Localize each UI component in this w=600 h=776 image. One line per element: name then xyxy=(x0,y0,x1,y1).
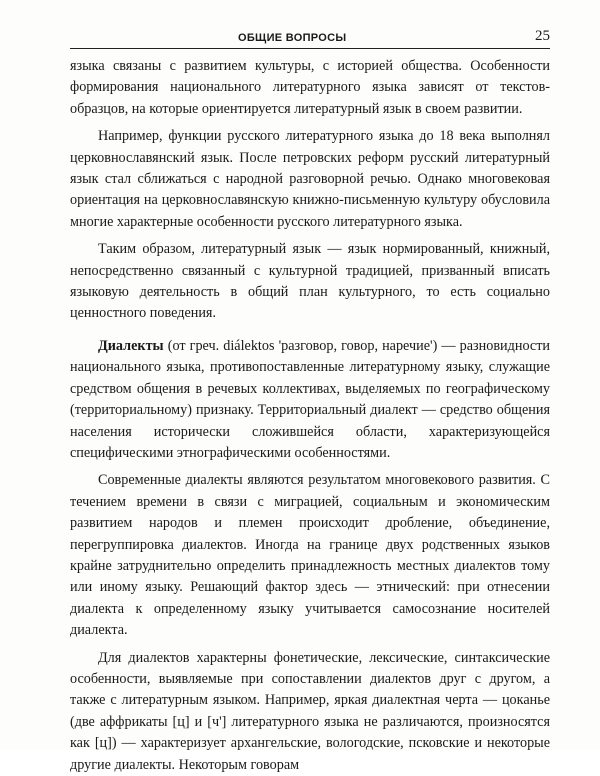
paragraph-literary-language-definition: Таким образом, литературный язык — язык нормированный, книжный, непосредственно связанный с культурной традицией, призванный вписать языковую деятельность в общий план культурного, то есть социально ценностного поведения. xyxy=(70,241,550,322)
paragraph-church-slavonic: Например, функции русского литературного языка до 18 века выполнял церковнославянский язык. После петровских реформ русский литературный язык стал сближаться с народной разговорной речью. Однако многовековая ориентация на церковнославянскую книжно-письменную культуру обусловила многие характерные особенности русского литературного языка. xyxy=(70,128,550,230)
paragraph-continuation: языка связаны с развитием культуры, с историей общества. Особенности формирования национального литературного языка зависят от текстов-образцов, на которые ориентируется литературный язык в своем развитии. xyxy=(70,58,550,117)
page-header xyxy=(70,28,550,48)
page-number: 25 xyxy=(535,28,550,44)
term-dialects: Диалекты xyxy=(98,337,164,354)
dialects-definition-text: (от греч. diálektos 'разговор, говор, наречие') — разновидности национального языка, противопоставленные литературному языку, служащие средством общения в речевых коллективах, выделяемых по географическому (территориальному) признаку. Территориальный диалект — средство общения населения исторически сложившейся области, характеризующейся специфическими этнографическими особенностями. xyxy=(70,337,550,461)
page-body xyxy=(70,56,550,776)
running-head: ОБЩИЕ ВОПРОСЫ xyxy=(238,32,347,44)
paragraph-dialect-features: Для диалектов характерны фонетические, лексические, синтаксические особенности, выявляемые при сопоставлении диалектов друг с другом, а также с литературным языком. Например, яркая диалектная черта — цоканье (две аффрикаты [ц] и [ч'] литературного языка не различаются, произносятся как [ц]) — характеризует архангельские, вологодские, псковские и некоторые другие диалекты. Некоторым говорам xyxy=(70,649,550,773)
paragraph-modern-dialects: Современные диалекты являются результатом многовекового развития. С течением времени в связи с миграцией, социальным и экономическим развитием народов и племен происходит дробление, объединение, перегруппировка диалектов. Иногда на границе двух родственных языков крайне затруднительно определить принадлежность местных диалектов тому или иному языку. Решающий фактор здесь — этнический: при отнесении диалекта к определенному языку учитывается самосознание носителей диалекта. xyxy=(70,472,550,639)
paragraph-dialects-definition xyxy=(70,336,550,464)
header-rule xyxy=(70,48,550,49)
